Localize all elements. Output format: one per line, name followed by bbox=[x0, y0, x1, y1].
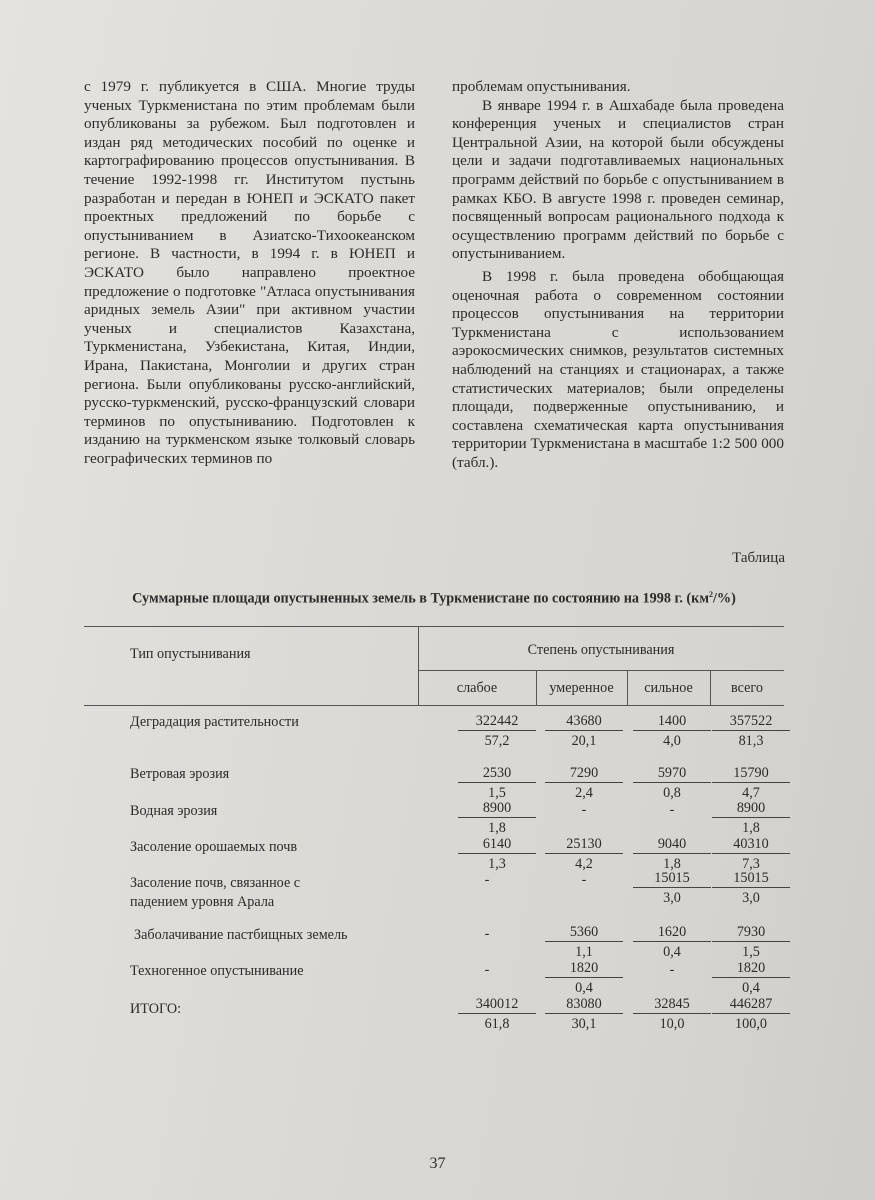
cell-r1-c0-value: 2530 bbox=[458, 765, 536, 783]
cell-r5-c0: - bbox=[484, 926, 490, 942]
cell-r0-c0-percent: 57,2 bbox=[484, 733, 510, 749]
cell-r3-c3 bbox=[712, 836, 790, 872]
cell-r7-c2-value: 32845 bbox=[633, 996, 711, 1014]
cell-r7-c0-value: 340012 bbox=[458, 996, 536, 1014]
cell-r0-c1 bbox=[545, 713, 623, 749]
table-title-unit: /%) bbox=[712, 590, 736, 607]
cell-r3-c3-percent: 7,3 bbox=[742, 856, 760, 872]
cell-r4-c3 bbox=[712, 870, 790, 906]
cell-r4-c1: - bbox=[581, 872, 587, 888]
cell-r2-c2: - bbox=[669, 802, 675, 818]
left-text-column bbox=[84, 78, 415, 468]
row-label-water-erosion: Водная эрозия bbox=[130, 803, 218, 819]
cell-r7-c3-value: 446287 bbox=[712, 996, 790, 1014]
cell-r2-c0-percent: 1,8 bbox=[488, 820, 506, 836]
cell-r1-c2 bbox=[633, 765, 711, 801]
cell-r6-c2: - bbox=[669, 962, 675, 978]
cell-r0-c2-value: 1400 bbox=[633, 713, 711, 731]
cell-r0-c0 bbox=[458, 713, 536, 749]
cell-r6-c1 bbox=[545, 960, 623, 996]
cell-r0-c2 bbox=[633, 713, 711, 749]
subheader-moderate: умеренное bbox=[549, 680, 614, 696]
cell-r0-c2-percent: 4,0 bbox=[663, 733, 681, 749]
cell-r0-c0-value: 322442 bbox=[458, 713, 536, 731]
cell-r4-c2-value: 15015 bbox=[633, 870, 711, 888]
row-label-pasture-waterlogging: Заболачивание пастбищных земель bbox=[134, 927, 348, 943]
table-header-bottom-rule bbox=[84, 705, 784, 706]
cell-r4-c0: - bbox=[484, 872, 490, 888]
row-label-wind-erosion: Ветровая эрозия bbox=[130, 766, 230, 782]
cell-r6-c0: - bbox=[484, 962, 490, 978]
subheader-weak: слабое bbox=[456, 680, 498, 696]
cell-r6-c3-percent: 0,4 bbox=[742, 980, 760, 996]
subheader-strong: сильное bbox=[644, 680, 693, 696]
cell-r2-c0-value: 8900 bbox=[458, 800, 536, 818]
cell-r1-c1-percent: 2,4 bbox=[575, 785, 593, 801]
header-type: Тип опустынивания bbox=[130, 646, 251, 662]
cell-r2-c1: - bbox=[581, 802, 587, 818]
cell-r3-c2-percent: 1,8 bbox=[663, 856, 681, 872]
right-text-column bbox=[452, 78, 784, 472]
cell-r5-c3-value: 7930 bbox=[712, 924, 790, 942]
cell-r0-c3-percent: 81,3 bbox=[738, 733, 764, 749]
cell-r7-c1-percent: 30,1 bbox=[571, 1016, 597, 1032]
cell-r2-c3 bbox=[712, 800, 790, 836]
cell-r2-c3-value: 8900 bbox=[712, 800, 790, 818]
cell-r5-c2 bbox=[633, 924, 711, 960]
cell-r1-c3-value: 15790 bbox=[712, 765, 790, 783]
cell-r1-c0 bbox=[458, 765, 536, 801]
cell-r4-c3-percent: 3,0 bbox=[742, 890, 760, 906]
page-number: 37 bbox=[429, 1155, 446, 1172]
subheader-total: всего bbox=[731, 680, 763, 696]
cell-r7-c0-percent: 61,8 bbox=[484, 1016, 510, 1032]
cell-r7-c1-value: 83080 bbox=[545, 996, 623, 1014]
cell-r4-c2-percent: 3,0 bbox=[663, 890, 681, 906]
table-title-text: Суммарные площади опустыненных земель в Туркменистане по состоянию на 1998 г. (км bbox=[132, 590, 709, 607]
cell-r6-c3-value: 1820 bbox=[712, 960, 790, 978]
cell-r3-c0-percent: 1,3 bbox=[488, 856, 506, 872]
cell-r0-c1-percent: 20,1 bbox=[571, 733, 597, 749]
header-degree: Степень опустынивания bbox=[527, 642, 675, 658]
cell-r4-c3-value: 15015 bbox=[712, 870, 790, 888]
cell-r3-c2-value: 9040 bbox=[633, 836, 711, 854]
cell-r2-c3-percent: 1,8 bbox=[742, 820, 760, 836]
cell-r1-c0-percent: 1,5 bbox=[488, 785, 506, 801]
cell-r7-c1 bbox=[545, 996, 623, 1032]
cell-r1-c1 bbox=[545, 765, 623, 801]
cell-r3-c1-value: 25130 bbox=[545, 836, 623, 854]
cell-r7-c0 bbox=[458, 996, 536, 1032]
cell-r0-c3-value: 357522 bbox=[712, 713, 790, 731]
row-label-total: ИТОГО: bbox=[130, 1001, 182, 1017]
cell-r5-c3-percent: 1,5 bbox=[742, 944, 760, 960]
cell-r6-c1-value: 1820 bbox=[545, 960, 623, 978]
left-paragraph-1: с 1979 г. публикуется в США. Многие труды ученых Туркменистана по этим проблемам были опубликованы за рубежом. Был подготовлен и издан ряд методических пособий по оценке и картографированию процессов опустынивания. В течение 1992-1998 гг. Институтом пустынь разработан и передан в ЮНЕП и ЭСКАТО пакет проектных предложений по борьбе с опустыниванием в Азиатско-Тихоокеанском регионе. В частности, в 1994 г. в ЮНЕП и ЭСКАТО было направлено проектное предложение о подготовке "Атласа опустынивания аридных земель Азии" при активном участии ученых и специалистов Казахстана, Туркменистана, Узбекистана, Китая, Индии, Ирана, Пакистана, Монголии и других стран региона. Были опубликованы русско-английский, русско-туркменский, русско-французский словари терминов по опустыниванию. Подготовлен к изданию на туркменском языке толковый словарь географических терминов по bbox=[84, 78, 415, 467]
row-label-aral-salinization: Засоление почв, связанное с падением уровня Арала bbox=[130, 875, 301, 910]
table-header-subrule bbox=[418, 670, 784, 671]
right-paragraph-1: проблемам опустынивания. bbox=[452, 78, 631, 95]
cell-r5-c2-percent: 0,4 bbox=[663, 944, 681, 960]
right-paragraph-2: В январе 1994 г. в Ашхабаде была проведена конференция ученых и специалистов стран Центральной Азии, на которой были обсуждены цели и задачи подготавливаемых национальных программ действий по борьбе с опустыниванием в рамках КБО. В августе 1998 г. проведен семинар, посвященный вопросам рационального подхода к осуществлению программ действий по борьбе с опустыниванием. bbox=[452, 96, 784, 263]
cell-r4-c2 bbox=[633, 870, 711, 906]
cell-r2-c0 bbox=[458, 800, 536, 836]
cell-r6-c3 bbox=[712, 960, 790, 996]
table-top-rule bbox=[84, 626, 784, 627]
cell-r0-c3 bbox=[712, 713, 790, 749]
cell-r3-c0 bbox=[458, 836, 536, 872]
cell-r1-c3 bbox=[712, 765, 790, 801]
cell-r1-c2-percent: 0,8 bbox=[663, 785, 681, 801]
cell-r3-c1-percent: 4,2 bbox=[575, 856, 593, 872]
cell-r3-c2 bbox=[633, 836, 711, 872]
cell-r7-c3-percent: 100,0 bbox=[735, 1016, 767, 1032]
cell-r5-c2-value: 1620 bbox=[633, 924, 711, 942]
table-caption: Таблица bbox=[732, 550, 785, 566]
cell-r1-c2-value: 5970 bbox=[633, 765, 711, 783]
table-title bbox=[84, 590, 784, 608]
row-label-technogenic-desertification: Техногенное опустынивание bbox=[130, 963, 304, 979]
cell-r7-c2-percent: 10,0 bbox=[659, 1016, 685, 1032]
cell-r7-c3 bbox=[712, 996, 790, 1032]
row-label-irrigated-salinization: Засоление орошаемых почв bbox=[130, 839, 298, 855]
row-label-vegetation-degradation: Деградация растительности bbox=[130, 714, 299, 730]
cell-r5-c3 bbox=[712, 924, 790, 960]
cell-r3-c1 bbox=[545, 836, 623, 872]
table-title-superscript: 2 bbox=[708, 590, 713, 599]
cell-r5-c1-value: 5360 bbox=[545, 924, 623, 942]
cell-r5-c1-percent: 1,1 bbox=[575, 944, 593, 960]
cell-r1-c1-value: 7290 bbox=[545, 765, 623, 783]
cell-r5-c1 bbox=[545, 924, 623, 960]
cell-r6-c1-percent: 0,4 bbox=[575, 980, 593, 996]
cell-r7-c2 bbox=[633, 996, 711, 1032]
cell-r3-c3-value: 40310 bbox=[712, 836, 790, 854]
cell-r1-c3-percent: 4,7 bbox=[742, 785, 760, 801]
right-paragraph-3: В 1998 г. была проведена обобщающая оценочная работа о современном состоянии процессов опустынивания на территории Туркменистана с использованием аэрокосмических снимков, результатов системных наблюдений на станциях и стационарах, а также статистических материалов; были определены площади, подверженные опустыниванию, и составлена схематическая карта опустынивания территории Туркменистана в масштабе 1:2 500 000 (табл.). bbox=[452, 267, 784, 471]
cell-r3-c0-value: 6140 bbox=[458, 836, 536, 854]
cell-r0-c1-value: 43680 bbox=[545, 713, 623, 731]
